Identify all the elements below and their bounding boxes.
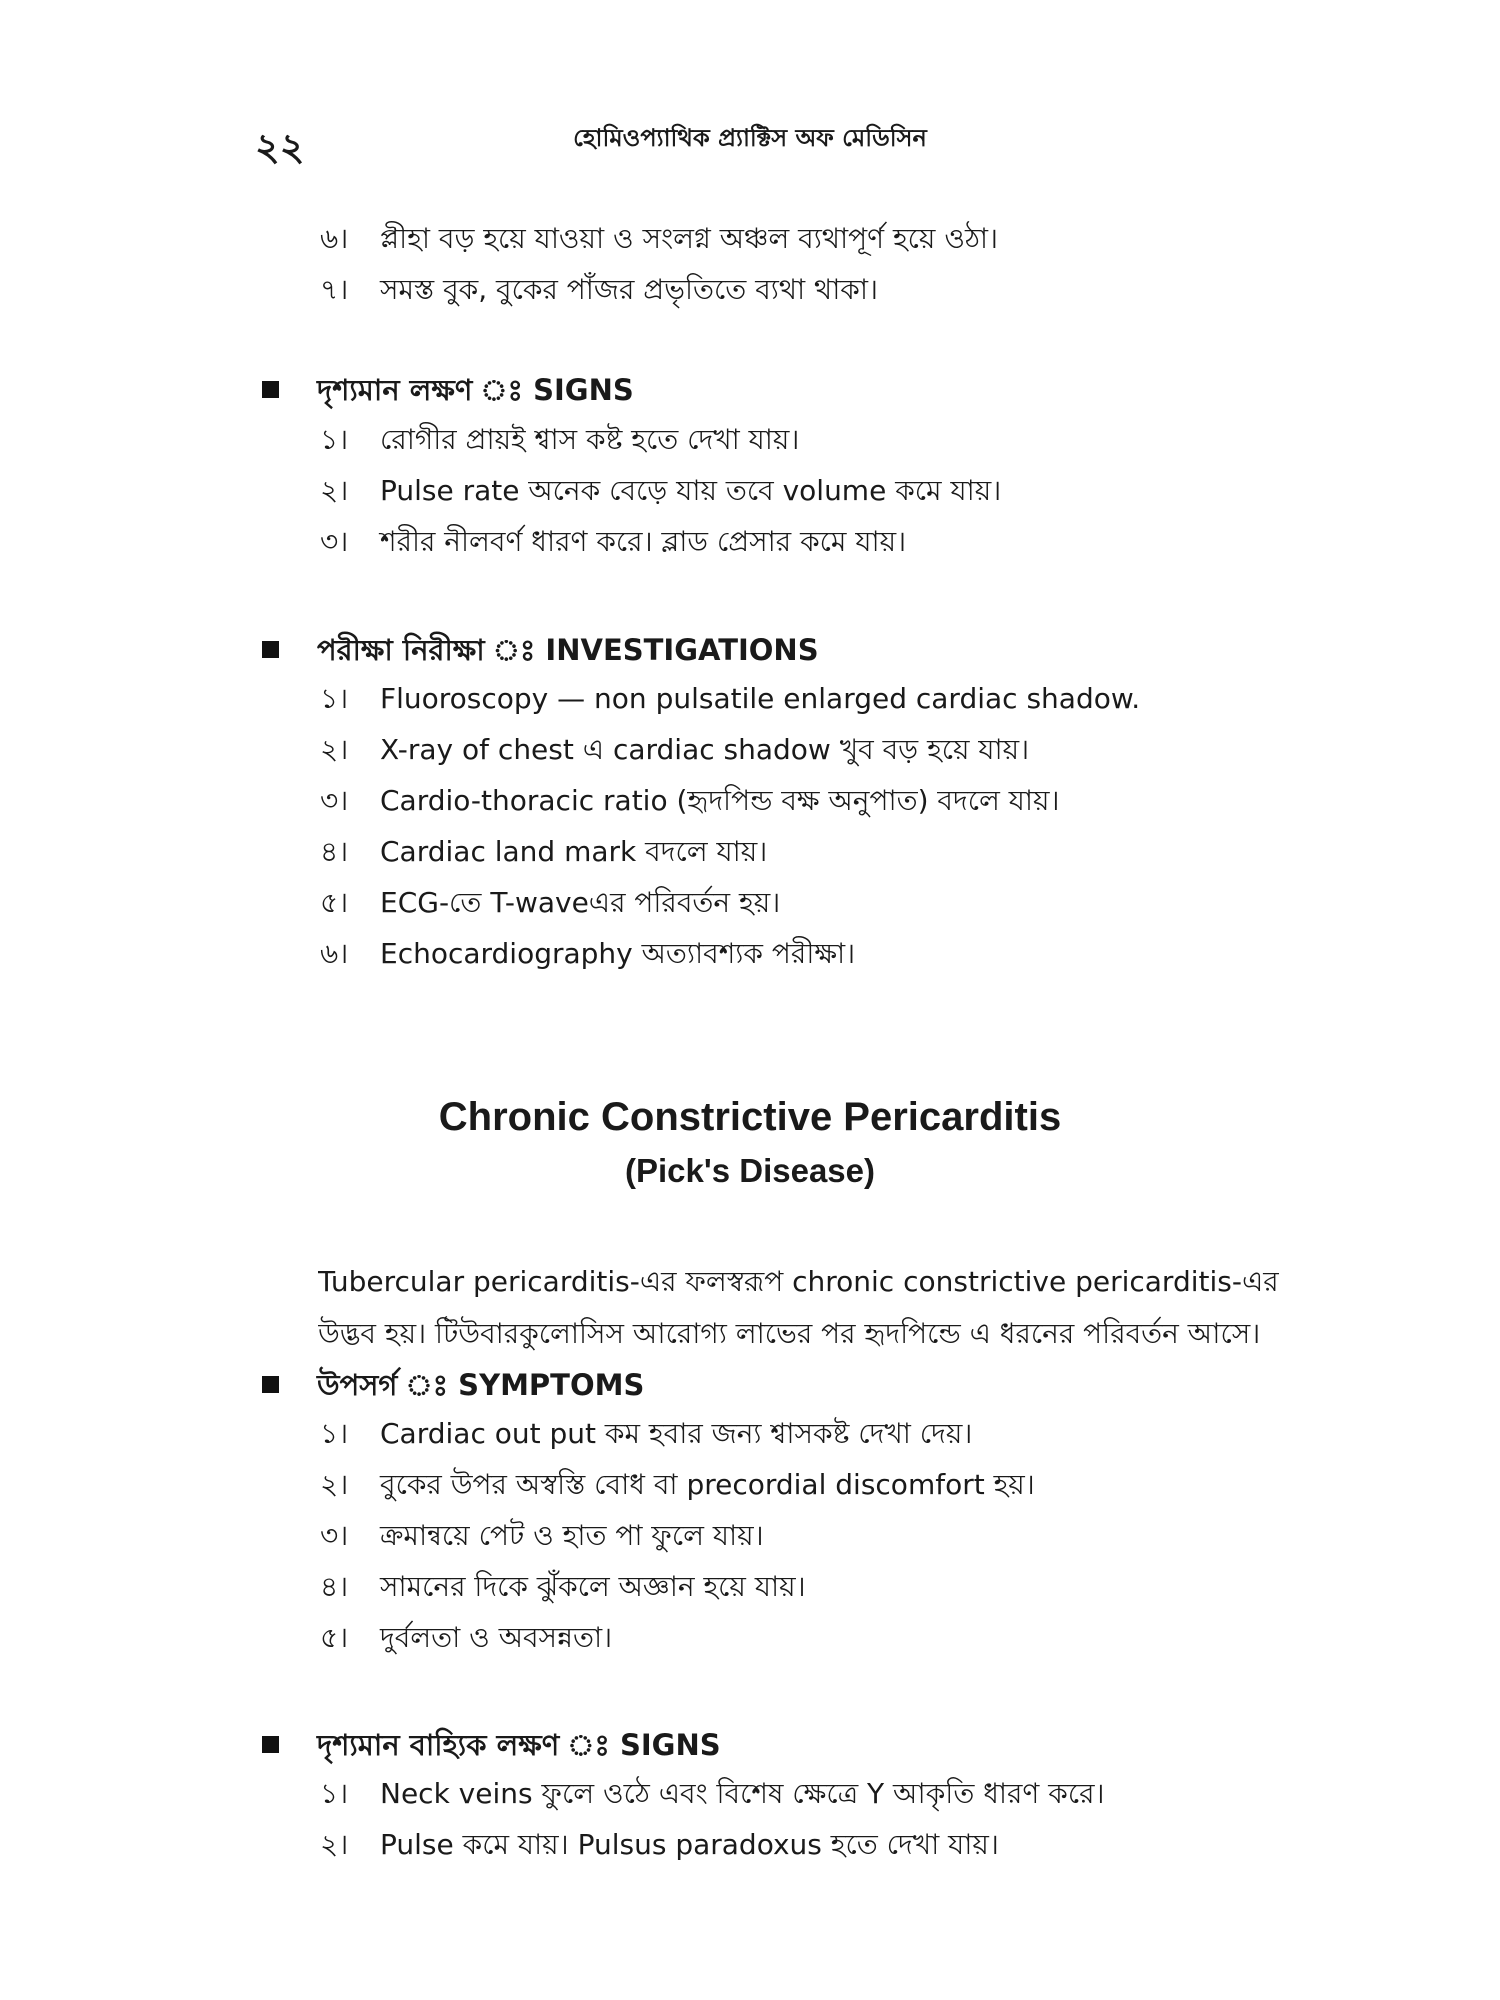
external-signs-heading: [262, 1723, 721, 1767]
intro-line: উদ্ভব হয়। টিউবারকুলোসিস আরোগ্য লাভের পর হৃদপিন্ডে এ ধরনের পরিবর্তন আসে।: [318, 1317, 1261, 1350]
list-item: [320, 264, 1400, 315]
symptoms-heading: [262, 1363, 644, 1407]
external-signs-list: [320, 1768, 1400, 1870]
chapter-subtitle: (Pick's Disease): [625, 1152, 875, 1189]
symptoms-heading-text: উপসর্গ ঃ SYMPTOMS: [317, 1368, 645, 1402]
square-bullet-icon: [262, 381, 279, 398]
list-item: [320, 877, 1400, 928]
item-text: Pulse rate অনেক বেড়ে যায় তবে volume কমে যায়।: [380, 474, 1002, 507]
item-number: ১।: [320, 682, 349, 715]
list-item: [320, 414, 1400, 465]
item-text: ক্রমান্বয়ে পেট ও হাত পা ফুলে যায়।: [380, 1519, 764, 1552]
list-item: [320, 1561, 1400, 1612]
item-number: ৬।: [320, 937, 349, 970]
list-item: [320, 465, 1400, 516]
page-number: ২২: [255, 125, 305, 169]
item-text: Pulse কমে যায়। Pulsus paradoxus হতে দেখা যায়।: [380, 1828, 999, 1861]
list-item: [320, 213, 1400, 264]
item-number: ৩।: [320, 1519, 349, 1552]
item-text: Cardio-thoracic ratio (হৃদপিন্ড বক্ষ অনুপাত) বদলে যায়।: [380, 784, 1060, 817]
item-number: ১।: [320, 1777, 349, 1810]
list-item: [320, 673, 1400, 724]
item-text: দুর্বলতা ও অবসন্নতা।: [380, 1621, 613, 1654]
item-number: ৫।: [320, 1621, 349, 1654]
item-number: ২।: [320, 474, 349, 507]
list-item: [320, 1408, 1400, 1459]
signs-heading: [262, 368, 634, 412]
chapter-title: Chronic Constrictive Pericarditis: [438, 1095, 1062, 1139]
item-text: Cardiac out put কম হবার জন্য শ্বাসকষ্ট দেখা দেয়।: [380, 1417, 973, 1450]
item-text: সমস্ত বুক, বুকের পাঁজর প্রভৃতিতে ব্যথা থাকা।: [380, 273, 879, 306]
list-item: [320, 928, 1400, 979]
intro-line: Tubercular pericarditis-এর ফলস্বরূপ chronic constrictive pericarditis-এর: [318, 1265, 1279, 1298]
square-bullet-icon: [262, 1736, 279, 1753]
item-text: সামনের দিকে ঝুঁকলে অজ্ঞান হয়ে যায়।: [380, 1570, 806, 1603]
square-bullet-icon: [262, 1376, 279, 1393]
investigations-heading-text: পরীক্ষা নিরীক্ষা ঃ INVESTIGATIONS: [317, 633, 819, 667]
running-header: হোমিওপ্যাথিক প্র্যাক্টিস অফ মেডিসিন: [573, 124, 927, 152]
item-text: Fluoroscopy — non pulsatile enlarged cardiac shadow.: [380, 682, 1141, 715]
list-item: [320, 1768, 1400, 1819]
item-number: ১।: [320, 423, 349, 456]
signs-list: [320, 414, 1400, 567]
item-text: বুকের উপর অস্বস্তি বোধ বা precordial discomfort হয়।: [380, 1468, 1035, 1501]
list-item: [320, 826, 1400, 877]
list-item: [320, 1459, 1400, 1510]
item-number: ৬।: [320, 222, 349, 255]
list-item: [320, 516, 1400, 567]
item-text: রোগীর প্রায়ই শ্বাস কষ্ট হতে দেখা যায়।: [380, 423, 800, 456]
item-number: ৪।: [320, 835, 349, 868]
item-number: ৩।: [320, 525, 349, 558]
intro-paragraph: [318, 1256, 1378, 1360]
item-text: Neck veins ফুলে ওঠে এবং বিশেষ ক্ষেত্রে Y আকৃতি ধারণ করে।: [380, 1777, 1105, 1810]
item-text: শরীর নীলবর্ণ ধারণ করে। ব্লাড প্রেসার কমে যায়।: [380, 525, 907, 558]
list-item: [320, 1612, 1400, 1663]
continued-list: [320, 213, 1400, 315]
investigations-heading: [262, 628, 819, 672]
item-number: ৭।: [320, 273, 349, 306]
item-number: ২।: [320, 1468, 349, 1501]
item-text: Cardiac land mark বদলে যায়।: [380, 835, 768, 868]
list-item: [320, 1819, 1400, 1870]
item-number: ১।: [320, 1417, 349, 1450]
external-signs-heading-text: দৃশ্যমান বাহ্যিক লক্ষণ ঃ SIGNS: [317, 1728, 721, 1762]
item-text: ECG-তে T-waveএর পরিবর্তন হয়।: [380, 886, 781, 919]
item-text: Echocardiography অত্যাবশ্যক পরীক্ষা।: [380, 937, 856, 970]
item-text: প্লীহা বড় হয়ে যাওয়া ও সংলগ্ন অঞ্চল ব্যথাপূর্ণ হয়ে ওঠা।: [380, 222, 999, 255]
item-number: ৫।: [320, 886, 349, 919]
list-item: [320, 724, 1400, 775]
item-number: ২।: [320, 1828, 349, 1861]
signs-heading-text: দৃশ্যমান লক্ষণ ঃ SIGNS: [317, 373, 634, 407]
item-text: X-ray of chest এ cardiac shadow খুব বড় হয়ে যায়।: [380, 733, 1030, 766]
item-number: ৩।: [320, 784, 349, 817]
item-number: ৪।: [320, 1570, 349, 1603]
list-item: [320, 1510, 1400, 1561]
symptoms-list: [320, 1408, 1400, 1663]
square-bullet-icon: [262, 641, 279, 658]
item-number: ২।: [320, 733, 349, 766]
investigations-list: [320, 673, 1400, 979]
list-item: [320, 775, 1400, 826]
